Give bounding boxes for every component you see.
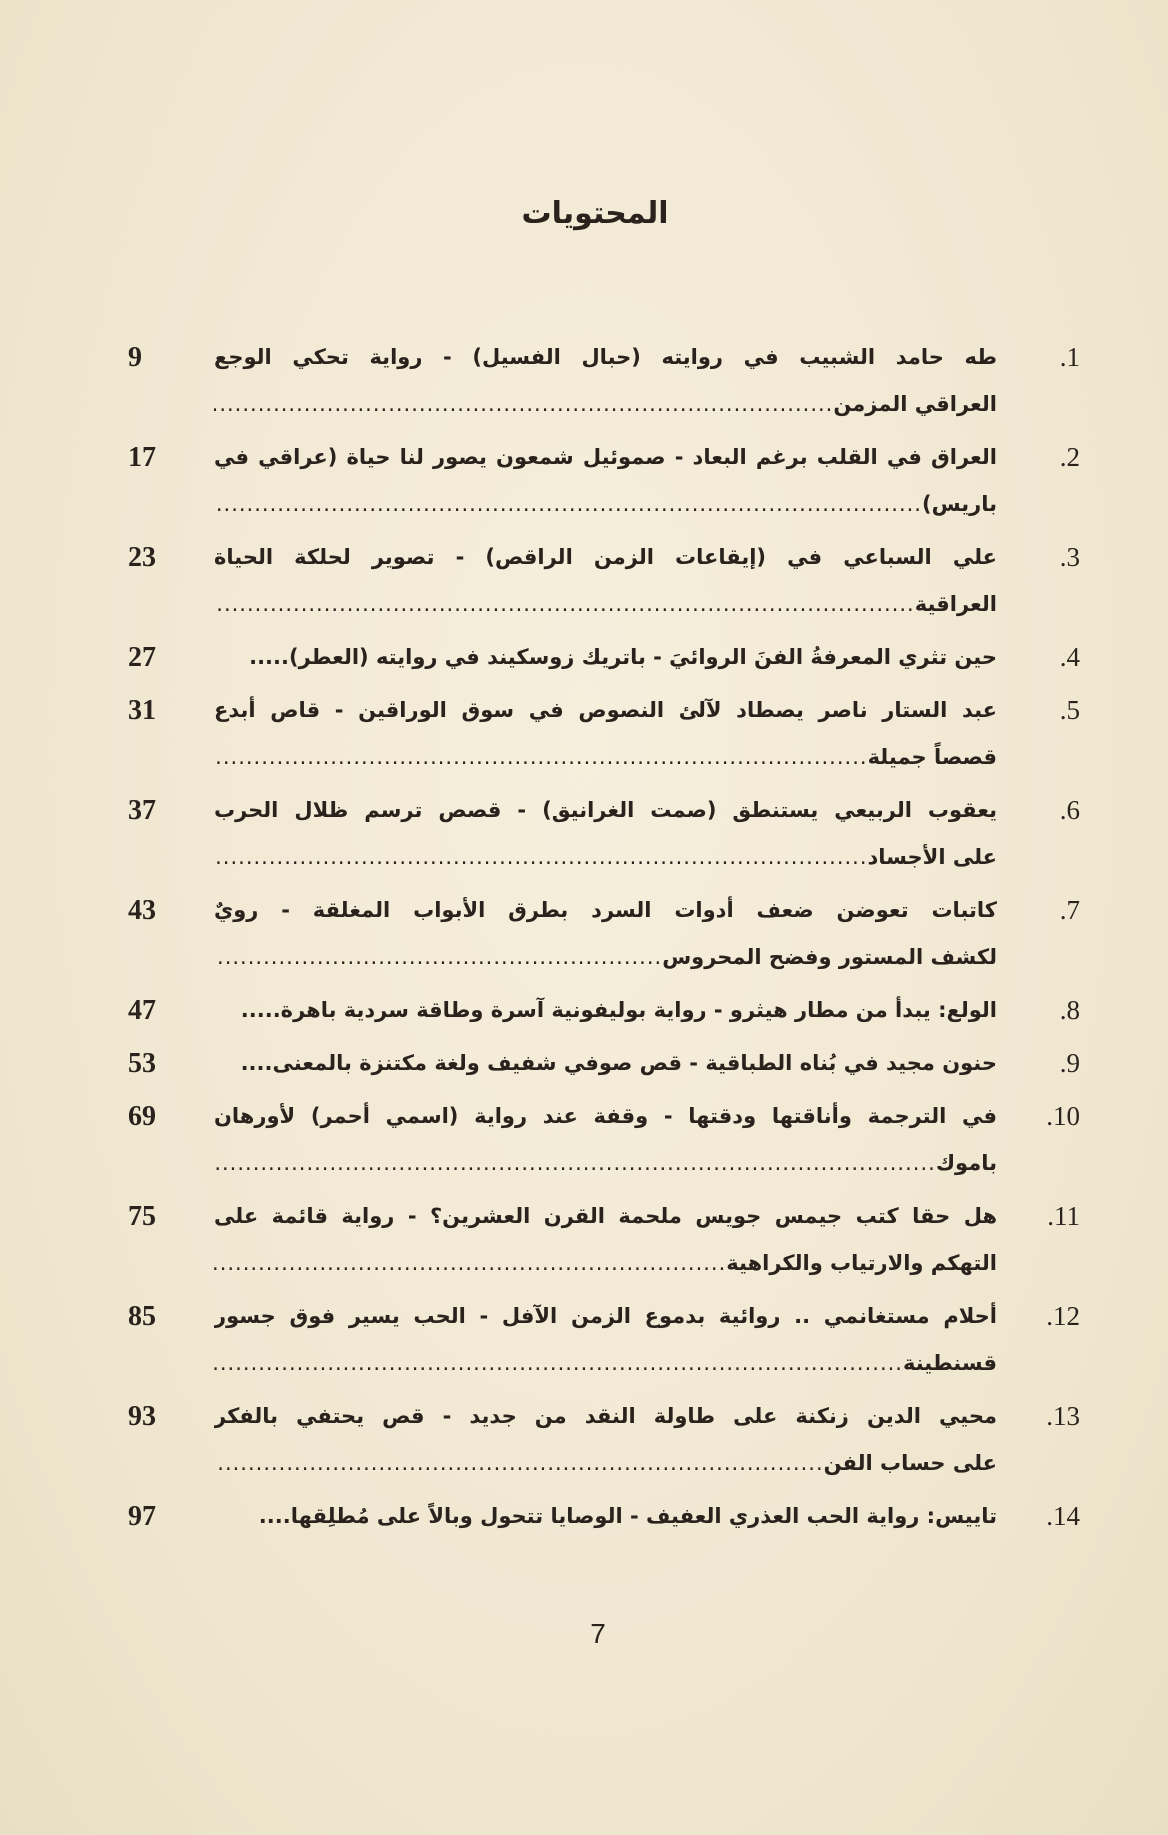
entry-page: 53 — [128, 1048, 156, 1079]
entry-number: 6. — [1059, 795, 1080, 825]
entry-page: 47 — [128, 995, 156, 1026]
entry-title — [214, 787, 997, 881]
entry-title — [214, 634, 997, 681]
entry-title-text: قصصاً جميلة — [867, 745, 997, 769]
entry-title — [214, 1040, 997, 1087]
entry-number: 14. — [1046, 1501, 1080, 1531]
entry-title-line: حنون مجيد في بُناه الطباقية - قص صوفي شفيف ولغة مكتنزة بالمعنى.... — [240, 1051, 997, 1075]
entry-title — [214, 334, 997, 428]
entry-number: 3. — [1059, 542, 1080, 572]
entry-title-text: باموك — [935, 1151, 997, 1175]
entry-title — [214, 434, 997, 528]
entry-title-line — [214, 934, 997, 981]
entry-title-line — [214, 834, 997, 881]
entry-title-text: باريس) — [921, 492, 997, 516]
toc-entry[interactable] — [120, 887, 1080, 981]
entry-title — [214, 687, 997, 781]
entry-page: 75 — [128, 1201, 156, 1232]
page-number: 7 — [590, 1618, 606, 1649]
entry-title-text: العراقي المزمن — [833, 392, 997, 416]
entry-number: 8. — [1059, 995, 1080, 1025]
entry-title-line: تاييس: رواية الحب العذري العفيف - الوصايا تتحول وبالاً على مُطلِقها.... — [258, 1504, 997, 1528]
toc-entry[interactable] — [120, 1493, 1080, 1540]
entry-page: 23 — [128, 542, 156, 573]
toc-entry[interactable] — [120, 1040, 1080, 1087]
dot-leader — [214, 581, 915, 628]
dot-leader — [214, 934, 662, 981]
dot-leader — [214, 834, 868, 881]
toc-entry[interactable] — [120, 334, 1080, 428]
entry-title — [214, 534, 997, 628]
entry-title-line: عبد الستار ناصر يصطاد لآلئ النصوص في سوق الوراقين - قاص أبدع — [214, 698, 997, 722]
entry-title — [214, 987, 997, 1034]
entry-page: 17 — [128, 442, 156, 473]
entry-title — [214, 1093, 997, 1187]
entry-title-line — [214, 481, 997, 528]
entry-title-line: أحلام مستغانمي .. روائية بدموع الزمن الآفل - الحب يسير فوق جسور — [214, 1304, 997, 1328]
entry-title-text: العراقية — [914, 592, 997, 616]
entry-title-line: الولع: يبدأ من مطار هيثرو - رواية بوليفونية آسرة وطاقة سردية باهرة..... — [240, 998, 997, 1022]
dot-leader — [214, 1140, 936, 1187]
page-title: المحتويات — [521, 196, 669, 231]
entry-title-line: هل حقا كتب جيمس جويس ملحمة القرن العشرين؟ - رواية قائمة على — [214, 1204, 997, 1228]
entry-title-line: في الترجمة وأناقتها ودقتها - وقفة عند رواية (اسمي أحمر) لأورهان — [214, 1104, 997, 1128]
entry-title-line — [214, 734, 997, 781]
entry-title-line: العراق في القلب برغم البعاد - صموئيل شمعون يصور لنا حياة (عراقي في — [214, 445, 997, 469]
entry-title-line: طه حامد الشبيب في روايته (حبال الفسيل) - رواية تحكي الوجع — [214, 345, 997, 369]
entry-number: 4. — [1059, 642, 1080, 672]
entry-title — [214, 1393, 997, 1487]
entry-number: 7. — [1059, 895, 1080, 925]
entry-title-text: التهكم والارتياب والكراهية — [726, 1251, 997, 1275]
entry-title-line — [214, 581, 997, 628]
toc-entry[interactable] — [120, 687, 1080, 781]
toc-entry[interactable] — [120, 634, 1080, 681]
entry-title-text: على الأجساد — [867, 845, 997, 869]
entry-page: 9 — [128, 342, 142, 373]
table-of-contents — [120, 334, 1080, 1546]
dot-leader — [214, 1440, 824, 1487]
entry-number: 5. — [1059, 695, 1080, 725]
dot-leader — [214, 734, 868, 781]
toc-entry[interactable] — [120, 1393, 1080, 1487]
entry-page: 37 — [128, 795, 156, 826]
entry-page: 31 — [128, 695, 156, 726]
entry-title-line — [214, 1340, 997, 1387]
dot-leader — [214, 481, 922, 528]
toc-entry[interactable] — [120, 1293, 1080, 1387]
entry-title-text: قسنطينة — [902, 1351, 997, 1375]
dot-leader — [214, 1340, 903, 1387]
entry-title-line: كاتبات تعوضن ضعف أدوات السرد بطرق الأبواب المغلقة - رويٌ — [214, 898, 997, 922]
entry-title — [214, 887, 997, 981]
entry-title-line: محيي الدين زنكنة على طاولة النقد من جديد - قص يحتفي بالفكر — [214, 1404, 997, 1428]
entry-number: 9. — [1059, 1048, 1080, 1078]
entry-title-text: لكشف المستور وفضح المحروس — [662, 945, 997, 969]
entry-page: 69 — [128, 1101, 156, 1132]
entry-title-line: علي السباعي في (إيقاعات الزمن الراقص) - تصوير لحلكة الحياة — [214, 545, 997, 569]
entry-page: 93 — [128, 1401, 156, 1432]
toc-entry[interactable] — [120, 987, 1080, 1034]
entry-page: 43 — [128, 895, 156, 926]
entry-number: 2. — [1059, 442, 1080, 472]
entry-number: 12. — [1046, 1301, 1080, 1331]
entry-page: 85 — [128, 1301, 156, 1332]
toc-entry[interactable] — [120, 434, 1080, 528]
toc-entry[interactable] — [120, 1193, 1080, 1287]
entry-title-line — [214, 381, 997, 428]
entry-number: 11. — [1047, 1201, 1080, 1231]
entry-title-line — [214, 1240, 997, 1287]
toc-entry[interactable] — [120, 534, 1080, 628]
dot-leader — [214, 1240, 726, 1287]
entry-title — [214, 1493, 997, 1540]
dot-leader — [214, 381, 833, 428]
entry-title-line — [214, 1440, 997, 1487]
entry-number: 1. — [1059, 342, 1080, 372]
entry-number: 10. — [1046, 1101, 1080, 1131]
entry-number: 13. — [1046, 1401, 1080, 1431]
entry-title — [214, 1193, 997, 1287]
entry-title-line: حين تثري المعرفةُ الفنَ الروائيَ - باتريك زوسكيند في روايته (العطر)..... — [249, 645, 997, 669]
entry-title-line: يعقوب الربيعي يستنطق (صمت الغرانيق) - قصص ترسم ظلال الحرب — [214, 798, 997, 822]
toc-entry[interactable] — [120, 787, 1080, 881]
entry-title-text: على حساب الفن — [823, 1451, 997, 1475]
entry-page: 27 — [128, 642, 156, 673]
entry-page: 97 — [128, 1501, 156, 1532]
toc-entry[interactable] — [120, 1093, 1080, 1187]
entry-title — [214, 1293, 997, 1387]
entry-title-line — [214, 1140, 997, 1187]
